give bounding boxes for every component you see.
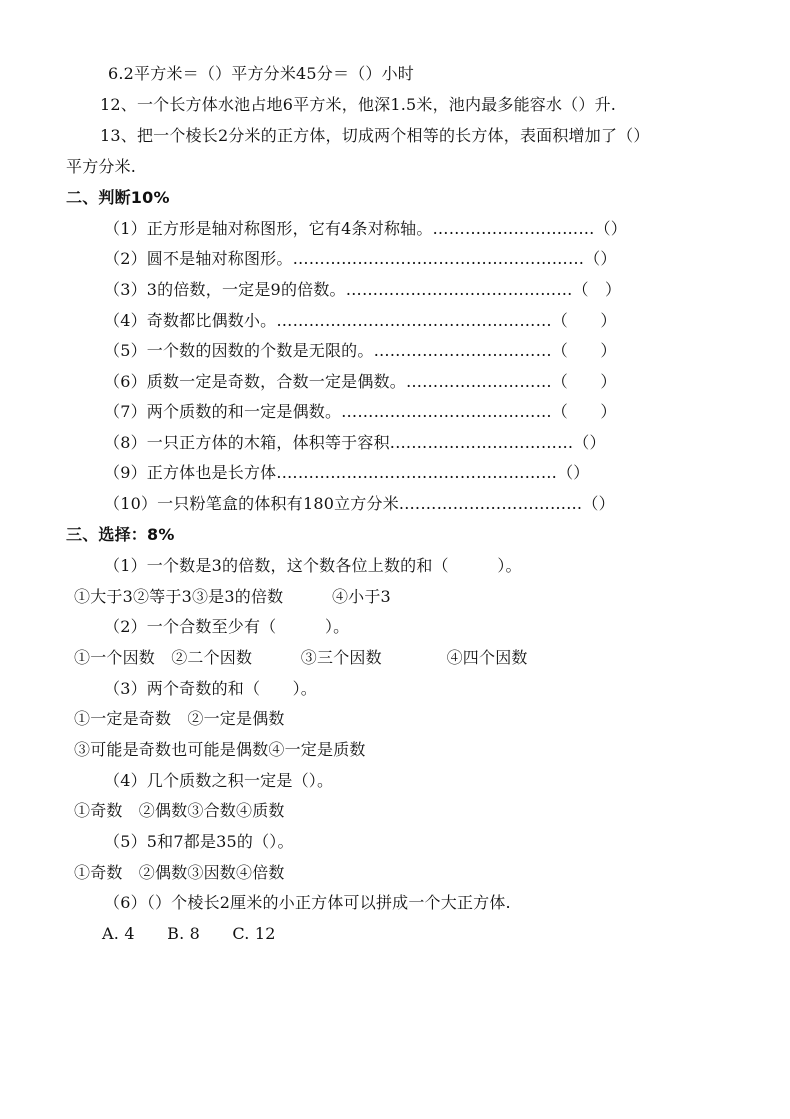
section-3-title: 三、选择：8%: [66, 525, 175, 544]
judge-item-7: （7）两个质数的和一定是偶数。…………………………………（ ）: [104, 402, 617, 421]
choice-question-6: （6）（）个棱长2厘米的小正方体可以拼成一个大正方体.: [104, 893, 511, 912]
judge-item-2: （2）圆不是轴对称图形。………………………………………………（）: [104, 249, 617, 268]
question-13-continued: 平方分米.: [66, 157, 137, 176]
choice-options-3a: ①一定是奇数 ②一定是偶数: [74, 709, 285, 728]
choice-options-5: ①奇数 ②偶数③因数④倍数: [74, 863, 285, 882]
question-line-6: 6.2平方米＝（）平方分米45分＝（）小时: [108, 64, 415, 83]
section-2-title: 二、判断10%: [66, 188, 170, 207]
question-12: 12、一个长方体水池占地6平方米，他深1.5米，池内最多能容水（）升.: [100, 95, 617, 114]
judge-item-8: （8）一只正方体的木箱，体积等于容积.……………………………（）: [104, 433, 606, 452]
choice-options-4: ①奇数 ②偶数③合数④质数: [74, 801, 285, 820]
choice-options-1: ①大于3②等于3③是3的倍数 ④小于3: [74, 587, 391, 606]
choice-question-2: （2）一个合数至少有（ ）。: [104, 617, 350, 636]
choice-question-4: （4）几个质数之积一定是（）。: [104, 771, 334, 790]
choice-question-1: （1）一个数是3的倍数，这个数各位上数的和（ ）。: [104, 556, 522, 575]
judge-item-9: （9）正方体也是长方体.……………………………………………（）: [104, 463, 590, 482]
judge-item-3: （3）3的倍数，一定是9的倍数。……………………………………（ ）: [104, 280, 622, 299]
judge-item-4: （4）奇数都比偶数小。……………………………………………（ ）: [104, 311, 617, 330]
question-13: 13、把一个棱长2分米的正方体，切成两个相等的长方体，表面积增加了（）: [100, 126, 650, 145]
judge-item-10: （10）一只粉笔盒的体积有180立方分米.……………………………（）: [104, 494, 615, 513]
judge-item-5: （5）一个数的因数的个数是无限的。……………………………（ ）: [104, 341, 617, 360]
choice-options-3b: ③可能是奇数也可能是偶数④一定是质数: [74, 740, 366, 759]
judge-item-1: （1）正方形是轴对称图形，它有4条对称轴。…………………………（）: [104, 219, 627, 238]
choice-options-6: A. 4 B. 8 C. 12: [102, 924, 276, 943]
choice-question-5: （5）5和7都是35的（）。: [104, 832, 294, 851]
choice-question-3: （3）两个奇数的和（ ）。: [104, 679, 317, 698]
judge-item-6: （6）质数一定是奇数，合数一定是偶数。………………………（ ）: [104, 372, 617, 391]
choice-options-2: ①一个因数 ②二个因数 ③三个因数 ④四个因数: [74, 648, 528, 667]
